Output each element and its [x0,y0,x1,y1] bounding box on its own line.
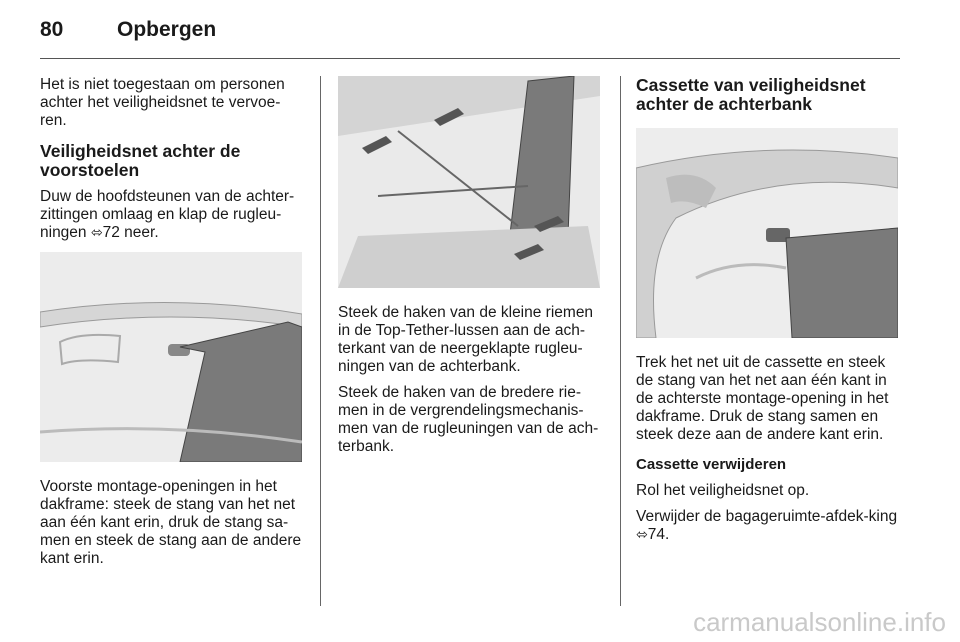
page-number: 80 [40,18,64,41]
figure-strap-hooks [338,76,600,288]
instruction-paragraph: Duw de hoofdsteunen van de achter-zittingen omlaag en klap de rugleu-ningen ⬄72 neer. [40,188,295,241]
paragraph-roll-up: Rol het veiligheidsnet op. [636,482,810,499]
section-heading: Veiligheidsnet achter de voorstoelen [40,141,241,180]
paragraph-pull-net: Trek het net uit de cassette en steek de stang van het net aan één kant in de achterste montage-opening in het dakframe. Druk de stang samen en steek deze aan de andere kant erin. [636,354,889,443]
figure-caption: Voorste montage-openingen in het dakframe: steek de stang van het net aan één kant erin, druk de stang sa-men en steek de stang aan de andere kant erin. [40,478,302,567]
intro-paragraph: Het is niet toegestaan om personen achter het veiligheidsnet te vervoe-ren. [40,76,285,129]
column-1 [40,76,305,576]
page-header [40,18,900,48]
paragraph-small-straps: Steek de haken van de kleine riemen in de Top-Tether-lussen aan de ach-terkant van de neergeklapte rugleu-ningen van de achterbank. [338,304,594,375]
page-ref-number: 72 [102,224,120,241]
chapter-title: Opbergen [117,18,217,41]
column-divider [320,76,321,606]
subheading-remove: Cassette verwijderen [636,456,787,473]
figure-rear-cassette [636,128,898,338]
column-3 [636,76,901,552]
header-rule [40,58,900,59]
section-heading: Cassette van veiligheidsnet achter de achterbank [636,75,866,114]
page-ref-number: 74 [647,526,665,543]
column-divider [620,76,621,606]
paragraph-remove-cover: Verwijder de bagageruimte-afdek-king ⬄74. [636,508,898,543]
page-ref-arrow-icon: ⬄ [90,225,103,241]
figure-front-mounting [40,252,302,462]
paragraph-wide-straps: Steek de haken van de bredere rie-men in de vergrendelingsmechanis-men van de rugleuningen van de ach-terbank. [338,384,599,455]
watermark: carmanualsonline.info [693,607,946,637]
column-2 [338,76,603,464]
page-ref-arrow-icon: ⬄ [636,527,648,543]
